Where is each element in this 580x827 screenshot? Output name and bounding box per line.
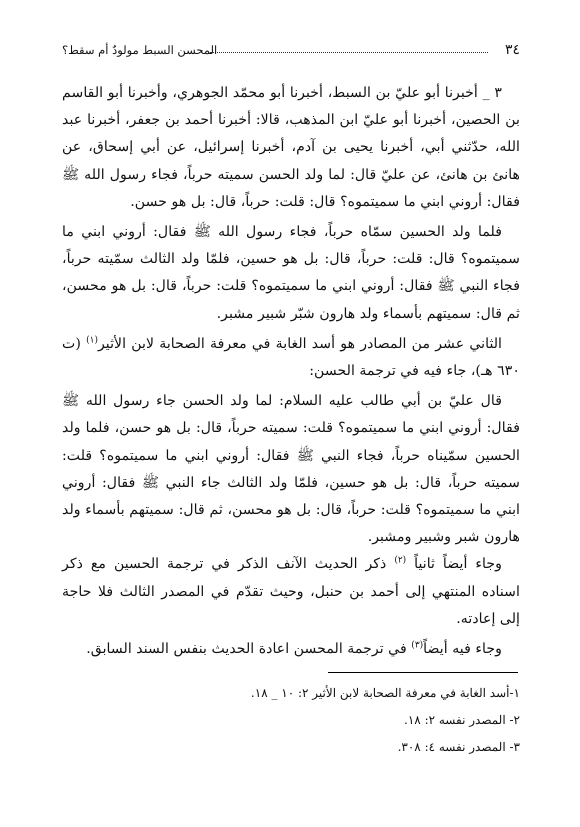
footnotes <box>62 680 520 761</box>
note-ref-2: (٢) <box>394 555 407 566</box>
page-number: ٣٤ <box>504 42 520 58</box>
source-12-text: الثاني عشر من المصادر هو أسد الغابة في معرفة الصحابة لابن الأثير <box>97 335 502 352</box>
paragraph-source-12 <box>62 331 520 385</box>
second-text: ذكر الحديث الآنف الذكر في ترجمة الحسين مع ذكر اسناده المنتهي إلى أحمد بن حنبل، وحيث تقدّم في المصدر الثالث فلا حاجة إلى إعادته. <box>62 556 520 627</box>
paragraph-ali-quote: قال عليّ بن أبي طالب عليه السلام: لما ولد الحسن جاء رسول الله ﷺ فقال: أروني ابني ما سميتموه؟ قلت: سميته حرباً، قال: بل هو حسن، فلما ولد الحسين سمّيناه حرباً، فجاء النبي ﷺ فقال: أروني ابني ما سميتموه؟ قلت: سميته حرباً، قال: بل هو حسين، فلمّا ولد الثالث جاء النبي ﷺ فقال: أروني ابني ما سميتموه؟ قلت: حرباً، قال: بل هو محسن، ثم قال: سميتهم بأسماء ولد هارون شبر وشبير ومشبر. <box>62 393 520 546</box>
source-12-date: (ت ٦٣٠ هـ)، جاء فيه في ترجمة الحسن: <box>62 335 520 380</box>
second-lead: وجاء أيضاً ثانياً <box>414 556 502 573</box>
running-header <box>62 40 520 62</box>
note-ref-3: (٣) <box>411 640 424 651</box>
footnote-separator <box>328 672 518 673</box>
third-lead: وجاء فيه أيضاً <box>423 641 502 658</box>
third-text: في ترجمة المحسن اعادة الحديث بنفس السند السابق. <box>86 641 407 658</box>
paragraph-second <box>62 551 520 633</box>
footnote-3: ٣- المصدر نفسه ٤: ٣٠٨. <box>397 740 520 754</box>
footnote-2: ٢- المصدر نفسه ٢: ١٨. <box>404 713 520 727</box>
header-dotted-leader <box>210 52 488 53</box>
note-ref-1: (١) <box>86 335 98 346</box>
paragraph-third <box>62 636 520 663</box>
main-text <box>62 80 520 663</box>
paragraph-hadith-3: ٣ _ أخبرنا أبو عليّ بن السبط، أخبرنا أبو محمّد الجوهري، وأخبرنا أبو القاسم بن الحصين، أخبرنا أبو عليّ ابن المذهب، قالا: أخبرنا أحمد بن جعفر، أخبرنا عبد الله، حدّثني أبي، أخبرنا يحيى بن آدم، أخبرنا إسرائيل، عن أبي إسحاق، عن هانئ بن هانئ، عن عليّ قال: لما ولد الحسن سميته حرباً، فجاء رسول الله ﷺ فقال: أروني ابني ما سميتموه؟ قال: قلت: حرباً، قال: بل هو حسن. <box>62 85 520 210</box>
footnote-1: ١-أسد الغابة في معرفة الصحابة لابن الأثير ٢: ١٠ _ ١٨. <box>250 686 520 700</box>
paragraph-husayn: فلما ولد الحسين سمّاه حرباً، فجاء رسول الله ﷺ فقال: أروني ابني ما سميتموه؟ قال: قلت: حرباً، قال: بل هو حسين، فلمّا ولد الثالث سمّيته حرباً، فجاء النبي ﷺ فقال: أروني ابني ما سميتموه؟ قلت: حرباً، قال: بل هو محسن، ثم قال: سميتهم بأسماء ولد هارون شبّر شبير مشبر. <box>62 224 520 322</box>
running-title: المحسن السبط مولودٌ أم سقط؟ <box>62 43 218 57</box>
